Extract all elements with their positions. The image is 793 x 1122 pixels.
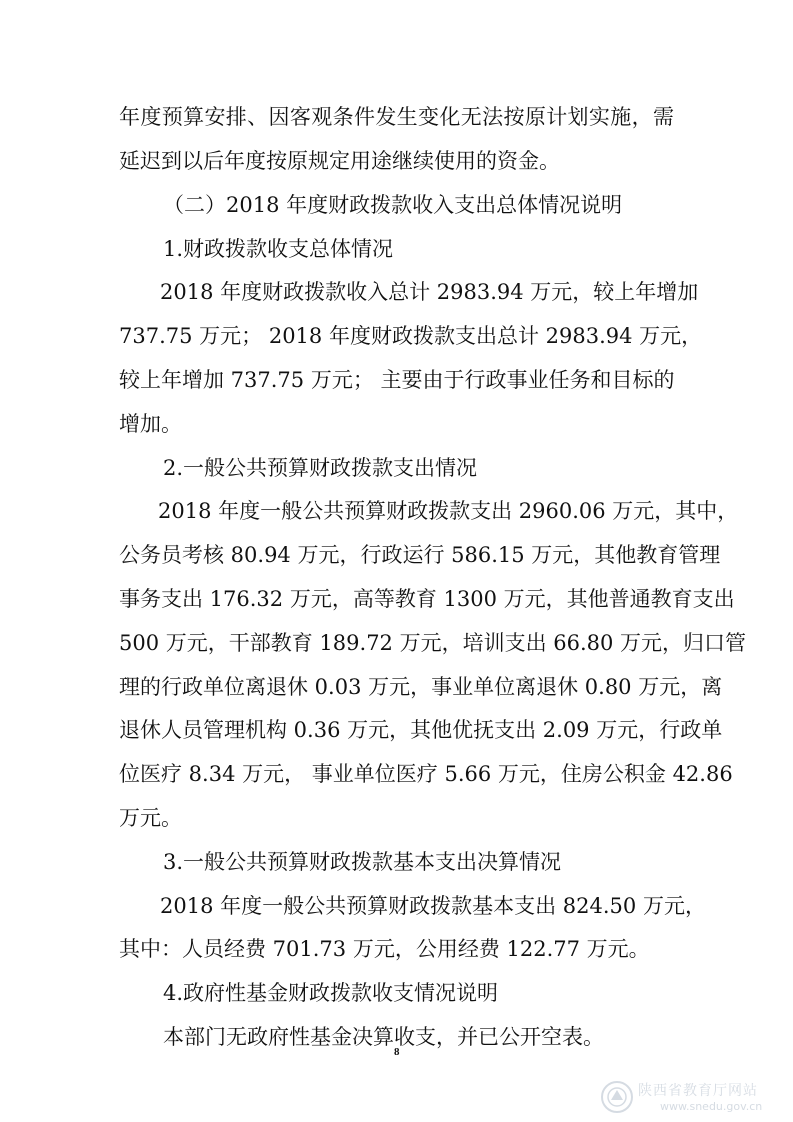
text-line: 500 万元，干部教育 189.72 万元，培训支出 66.80 万元，归口管 (119, 631, 747, 655)
subsection-heading: 3.一般公共预算财政拨款基本支出决算情况 (163, 850, 562, 874)
text-line: 延迟到以后年度按原规定用途继续使用的资金。 (119, 149, 560, 173)
watermark-title: 陕西省教育厅网站 (638, 1083, 758, 1099)
section-heading: （二）2018 年度财政拨款收入支出总体情况说明 (163, 193, 623, 217)
watermark (600, 1078, 790, 1118)
text-line: 增加。 (119, 412, 182, 436)
text-line: 2018 年度一般公共预算财政拨款支出 2960.06 万元，其中， (158, 499, 739, 523)
text-line: 事务支出 176.32 万元，高等教育 1300 万元，其他普通教育支出 (119, 587, 735, 611)
text-line: 年度预算安排、因客观条件发生变化无法按原计划实施，需 (119, 105, 674, 129)
text-line: 万元。 (119, 806, 182, 830)
text-line: 其中：人员经费 701.73 万元，公用经费 122.77 万元。 (119, 937, 650, 961)
text-line: 2018 年度一般公共预算财政拨款基本支出 824.50 万元， (160, 894, 706, 918)
text-line: 公务员考核 80.94 万元，行政运行 586.15 万元，其他教育管理 (119, 543, 721, 567)
emblem-icon (600, 1080, 634, 1114)
text-line: 位医疗 8.34 万元， 事业单位医疗 5.66 万元，住房公积金 42.86 (119, 762, 733, 786)
text-line: 理的行政单位离退休 0.03 万元，事业单位离退休 0.80 万元，离 (119, 675, 723, 699)
subsection-heading: 4.政府性基金财政拨款收支情况说明 (163, 981, 499, 1005)
subsection-heading: 1.财政拨款收支总体情况 (163, 237, 394, 261)
text-line: 2018 年度财政拨款收入总计 2983.94 万元，较上年增加 (160, 280, 699, 304)
text-line: 较上年增加 737.75 万元； 主要由于行政事业任务和目标的 (119, 368, 675, 392)
watermark-url: www.snedu.gov.cn (660, 1100, 763, 1113)
text-line: 退休人员管理机构 0.36 万元，其他优抚支出 2.09 万元，行政单 (119, 718, 723, 742)
text-line: 本部门无政府性基金决算收支，并已公开空表。 (163, 1025, 604, 1049)
subsection-heading: 2.一般公共预算财政拨款支出情况 (163, 456, 478, 480)
text-line: 737.75 万元； 2018 年度财政拨款支出总计 2983.94 万元， (119, 324, 703, 348)
page-number: 8 (394, 1046, 400, 1058)
